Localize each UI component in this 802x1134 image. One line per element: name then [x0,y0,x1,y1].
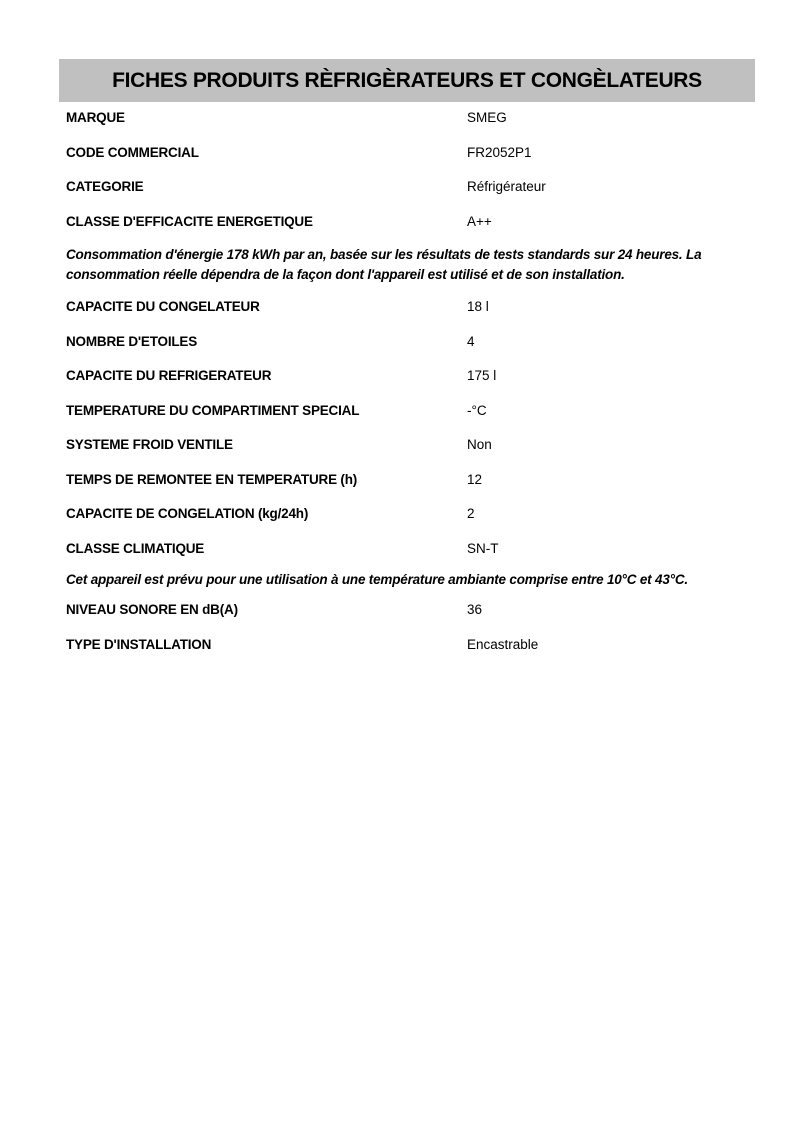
spec-row-code-commercial [66,137,752,172]
product-sheet [66,102,752,663]
spec-value: SMEG [467,110,507,125]
energy-consumption-note: Consommation d'énergie 178 kWh par an, basée sur les résultats de tests standards sur 24 heures. La consommation réelle dépendra de la façon dont l'appareil est utilisé et de son installation. [66,247,702,282]
spec-label: CAPACITE DU REFRIGERATEUR [66,368,272,383]
spec-value: Non [467,437,492,452]
spec-value: -°C [467,402,487,418]
spec-value: A++ [467,213,492,229]
spec-row-nombre-etoiles [66,326,752,361]
spec-label: CODE COMMERCIAL [66,144,199,160]
spec-row-niveau-sonore [66,594,752,629]
spec-label: CAPACITE DU CONGELATEUR [66,299,260,314]
spec-value: Encastrable [467,636,539,652]
spec-row-systeme-froid-ventile [66,429,752,464]
spec-row-capacite-congelateur [66,291,752,326]
spec-value: 2 [467,506,475,521]
spec-value: SN-T [467,540,499,556]
spec-label: SYSTEME FROID VENTILE [66,437,233,452]
spec-value: FR2052P1 [467,144,532,160]
spec-row-marque [66,102,752,137]
spec-value: 12 [467,471,483,487]
spec-row-categorie [66,171,752,206]
climate-note: Cet appareil est prévu pour une utilisation à une température ambiante comprise entre 10°C et 43°C. [66,572,688,587]
spec-label: CAPACITE DE CONGELATION (kg/24h) [66,506,309,521]
spec-label: NOMBRE D'ETOILES [66,333,198,349]
spec-value: 4 [467,333,475,349]
page-title: FICHES PRODUITS RÈFRIGÈRATEURS ET CONGÈLATEURS [112,68,702,92]
spec-label: NIVEAU SONORE EN dB(A) [66,602,238,617]
spec-row-temperature-compartiment [66,395,752,430]
spec-value: 175 l [467,368,497,383]
spec-label: TYPE D'INSTALLATION [66,636,212,652]
spec-label: MARQUE [66,110,125,125]
spec-row-classe-efficacite [66,206,752,241]
spec-row-type-installation [66,629,752,664]
spec-row-temps-remontee [66,464,752,499]
document-header [59,59,755,102]
spec-label: TEMPS DE REMONTEE EN TEMPERATURE (h) [66,471,358,487]
spec-row-capacite-refrigerateur [66,360,752,395]
spec-label: CATEGORIE [66,179,144,194]
spec-row-capacite-congelation [66,498,752,533]
spec-value: 18 l [467,299,489,314]
spec-row-classe-climatique [66,533,752,568]
spec-label: TEMPERATURE DU COMPARTIMENT SPECIAL [66,402,360,418]
spec-value: 36 [467,602,483,617]
spec-label: CLASSE D'EFFICACITE ENERGETIQUE [66,213,313,229]
spec-label: CLASSE CLIMATIQUE [66,540,205,556]
spec-value: Réfrigérateur [467,179,546,194]
